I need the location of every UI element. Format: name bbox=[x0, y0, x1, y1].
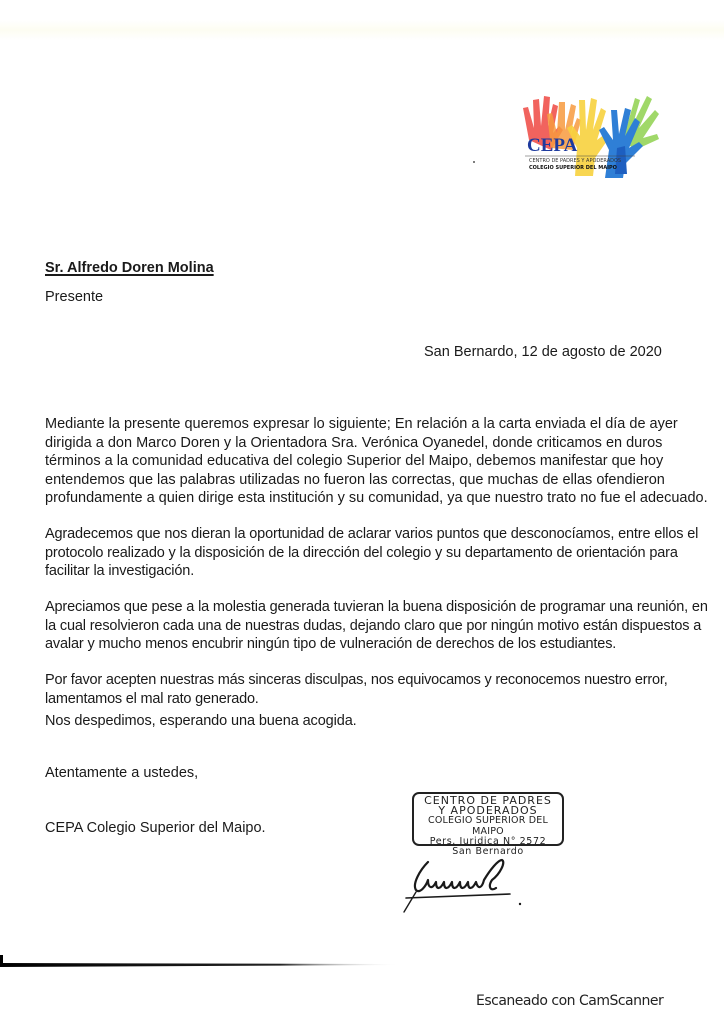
stamp-line: COLEGIO SUPERIOR DEL MAIPO bbox=[428, 815, 548, 837]
cepa-logo bbox=[515, 78, 665, 178]
scan-artifact-band bbox=[0, 20, 724, 40]
closing: Atentamente a ustedes, bbox=[45, 765, 199, 781]
page-edge-shadow bbox=[0, 955, 400, 967]
stamp-line: Pers. Juridica N° 2572 bbox=[429, 835, 547, 847]
camscanner-watermark: Escaneado con CamScanner bbox=[476, 993, 664, 1009]
paragraph: Mediante la presente queremos expresar lo siguiente; En relación a la carta enviada el día de ayer dirigida a don Marco Doren y la Orientadora Sra. Verónica Oyanedel, donde criticamos en duros términos a la comunidad educativa del colegio Superior del Maipo, debemos manifestar que hoy entendemos que las palabras utilizadas no fueron las correctas, que muchas de ellas ofendieron profundamente a quien dirige esta institución y su comunidad, ya que nuestro trato no fue el adecuado. bbox=[45, 416, 708, 507]
logo-subtitle-1: CENTRO DE PADRES Y APODERADOS bbox=[529, 158, 622, 164]
official-stamp bbox=[412, 792, 564, 858]
signer-name: CEPA Colegio Superior del Maipo. bbox=[45, 820, 266, 836]
stamp-line: San Bernardo bbox=[452, 846, 524, 858]
speck bbox=[473, 161, 475, 163]
paragraph: Por favor acepten nuestras más sinceras disculpas, nos equivocamos y reconocemos nuestro error, lamentamos el mal rato generado. bbox=[45, 672, 668, 707]
greeting: Presente bbox=[45, 289, 104, 305]
stamp-line: CENTRO DE PADRES bbox=[424, 794, 552, 807]
recipient-name: Sr. Alfredo Doren Molina bbox=[45, 260, 214, 276]
handwritten-signature bbox=[398, 850, 548, 915]
logo-subtitle-2: COLEGIO SUPERIOR DEL MAIPO bbox=[529, 165, 617, 171]
paragraph: Agradecemos que nos dieran la oportunidad de aclarar varios puntos que desconocíamos, entre ellos el protocolo realizado y la disposición de la dirección del colegio y su departamento de orientación para facilitar la investigación. bbox=[45, 526, 699, 580]
stamp-line: Y APODERADOS bbox=[438, 804, 538, 818]
logo-title: CEPA bbox=[527, 135, 578, 156]
paragraph: Apreciamos que pese a la molestia generada tuvieran la buena disposición de programar una reunión, en la cual resolvieron cada una de nuestras dudas, dejando claro que por ningún motivo están dispuestos a avalar y mucho menos encubrir ningún tipo de vulneración de derechos de los estudiantes. bbox=[45, 599, 708, 653]
paragraph: Nos despedimos, esperando una buena acogida. bbox=[45, 713, 357, 729]
letter-date: San Bernardo, 12 de agosto de 2020 bbox=[424, 344, 662, 360]
